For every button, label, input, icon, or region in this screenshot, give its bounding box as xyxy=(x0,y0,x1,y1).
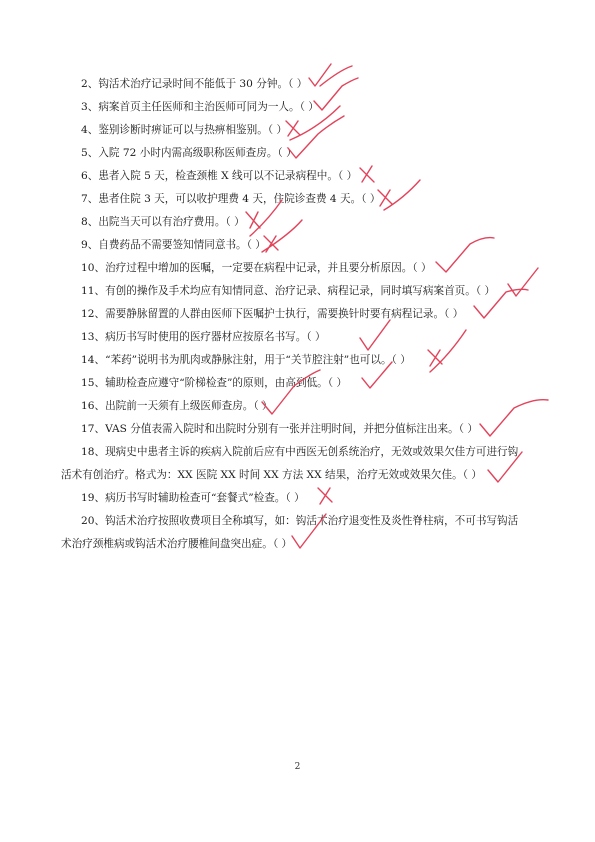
check-mark-q13 xyxy=(360,320,390,350)
question-20-line-1: 20、钩活术治疗按照收费项目全称填写，如：钩活术治疗退变性及炎性脊柱病，不可书写钩活 xyxy=(81,515,519,527)
question-10: 10、治疗过程中增加的医嘱，一定要在病程中记录，并且要分析原因。（ ） xyxy=(81,262,432,274)
question-18-line-1: 18、现病史中患者主诉的疾病入院前后应有中西医无创系统治疗，无效或效果欠佳方可进行钩 xyxy=(81,446,519,458)
cross-mark-q14 xyxy=(428,330,466,372)
page-number: 2 xyxy=(294,762,301,772)
question-5: 5、入院 72 小时内需高级职称医师查房。（ ） xyxy=(81,147,297,159)
check-mark-q3 xyxy=(314,78,358,110)
cross-mark-q7 xyxy=(378,180,420,210)
question-18 xyxy=(61,445,519,482)
question-18-line-2: 活术有创治疗。格式为：XX 医院 XX 时间 XX 方法 XX 结果，治疗无效或效果欠佳。（ ） xyxy=(61,469,482,481)
question-2: 2、钩活术治疗记录时间不能低于 30 分钟。（ ） xyxy=(81,78,308,90)
question-8: 8、出院当天可以有治疗费用。（ ） xyxy=(81,216,245,228)
question-3: 3、病案首页主任医师和主治医师可同为一人。（ ） xyxy=(81,101,319,113)
question-20-line-2: 术治疗颈椎病或钩活术治疗腰椎间盘突出症。（ ） xyxy=(61,538,293,550)
question-19: 19、病历书写时辅助检查可“套餐式”检查。（ ） xyxy=(81,492,305,504)
question-16: 16、出院前一天须有上级医师查房。（ ） xyxy=(81,400,273,412)
question-11: 11、有创的操作及手术均应有知情同意、治疗记录、病程记录，同时填写病案首页。（ ） xyxy=(81,285,496,297)
question-6: 6、患者入院 5 天，检查颈椎 X 线可以不记录病程中。（ ） xyxy=(81,170,358,182)
question-14: 14、“苯药”说明书为肌肉或静脉注射，用于“关节腔注射”也可以。（ ） xyxy=(81,354,411,366)
cross-mark-q9 xyxy=(262,220,302,252)
cross-mark-q19 xyxy=(318,488,332,504)
question-12: 12、需要静脉留置的人群由医师下医嘱护士执行，需要换针时要有病程记录。（ ） xyxy=(81,308,464,320)
check-mark-q17 xyxy=(480,400,548,436)
question-7: 7、患者住院 3 天，可以收护理费 4 天，住院诊查费 4 天。（ ） xyxy=(81,193,381,205)
question-9: 9、自费药品不需要签知情同意书。（ ） xyxy=(81,239,266,251)
question-4: 4、鉴别诊断时痹证可以与热痹相鉴别。（ ） xyxy=(81,124,288,136)
question-13: 13、病历书写时使用的医疗器材应按原名书写。（ ） xyxy=(81,331,326,343)
question-20 xyxy=(61,514,519,551)
check-mark-q10 xyxy=(436,238,494,272)
check-mark-q11 xyxy=(508,268,538,296)
question-15: 15、辅助检查应遵守“阶梯检查”的原则，由高到低。（ ） xyxy=(81,377,348,389)
question-17: 17、VAS 分值表需入院时和出院时分别有一张并注明时间，并把分值标注出来。（ ） xyxy=(81,423,478,435)
cross-mark-q6 xyxy=(360,166,374,182)
check-mark-q2 xyxy=(309,64,352,86)
